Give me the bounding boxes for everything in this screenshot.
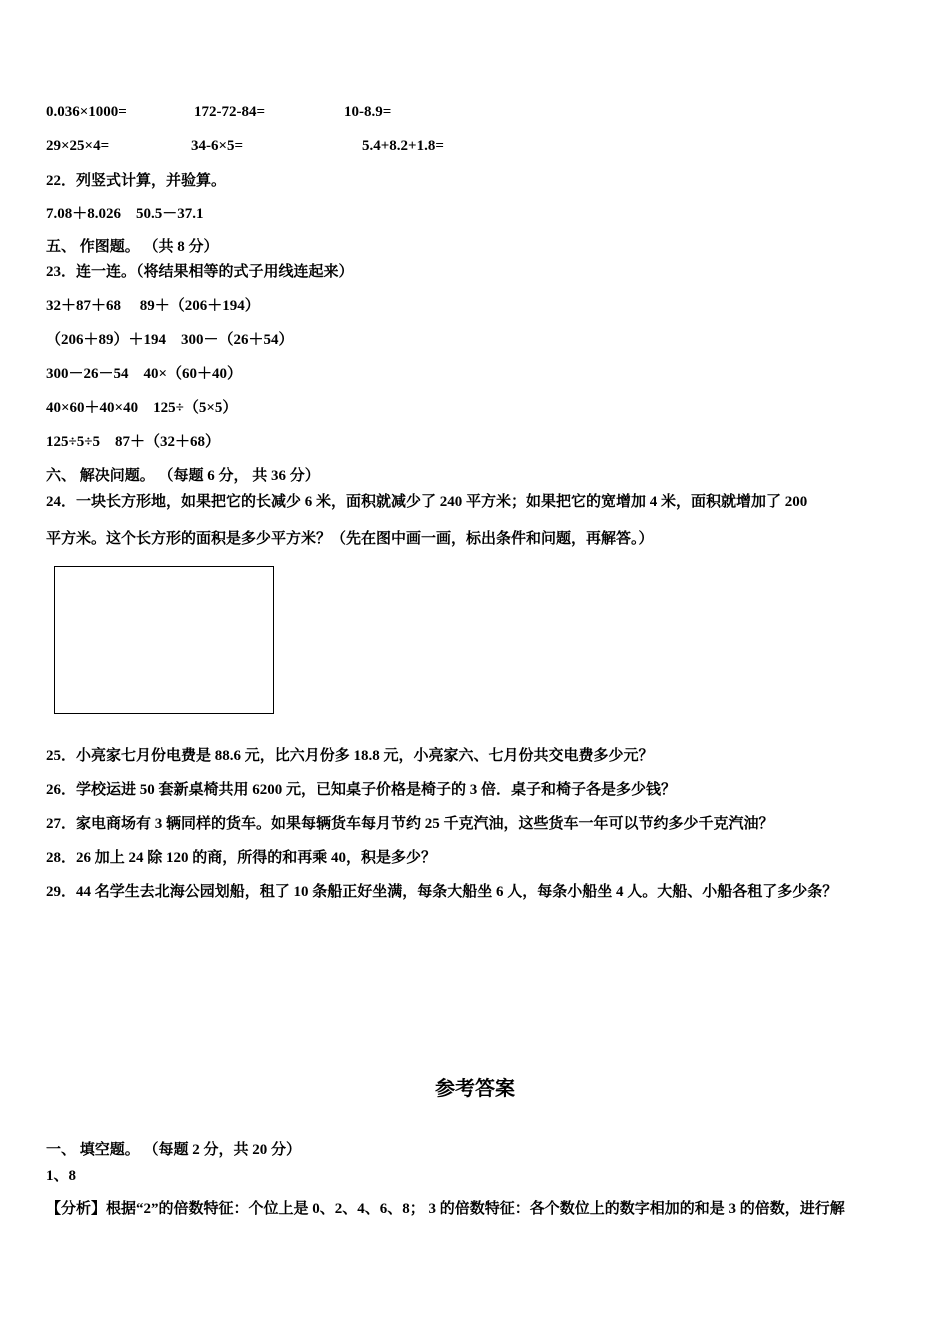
question-25: 25．小亮家七月份电费是 88.6 元，比六月份多 18.8 元，小亮家六、七月份共交电费多少元？ — [46, 748, 654, 764]
question-23-row: 125÷5÷5 87＋（32＋68） — [46, 434, 220, 450]
question-24-line-1: 24．一块长方形地，如果把它的长减少 6 米，面积就减少了 240 平方米；如果把它的宽增加 4 米，面积就增加了 200 — [46, 494, 808, 510]
calc-item: 29×25×4= — [46, 138, 110, 154]
calc-item: 0.036×1000= — [46, 104, 127, 120]
question-23-row: 32＋87＋68 89＋（206＋194） — [46, 298, 260, 314]
question-29: 29．44 名学生去北海公园划船，租了 10 条船正好坐满，每条大船坐 6 人，每条小船坐 4 人。大船、小船各租了多少条？ — [46, 884, 838, 900]
question-27: 27．家电商场有 3 辆同样的货车。如果每辆货车每月节约 25 千克汽油，这些货车一年可以节约多少千克汽油？ — [46, 816, 774, 832]
question-24-line-2: 平方米。这个长方形的面积是多少平方米？（先在图中画一画，标出条件和问题，再解答。） — [46, 531, 654, 547]
question-28: 28．26 加上 24 除 120 的商，所得的和再乘 40，积是多少？ — [46, 850, 437, 866]
calc-item: 10-8.9= — [344, 104, 392, 120]
answer-section-1-heading: 一、 填空题。 （每题 2 分，共 20 分） — [46, 1142, 302, 1158]
question-23-row: 300－26－54 40×（60＋40） — [46, 366, 243, 382]
question-23-title: 23．连一连。（将结果相等的式子用线连起来） — [46, 264, 354, 280]
question-23-row: 40×60＋40×40 125÷（5×5） — [46, 400, 238, 416]
question-22-title: 22．列竖式计算，并验算。 — [46, 173, 227, 189]
answer-1: 1、8 — [46, 1168, 77, 1184]
calc-item: 172-72-84= — [194, 104, 266, 120]
question-23-row: （206＋89）＋194 300－（26＋54） — [46, 332, 294, 348]
question-26: 26．学校运进 50 套新桌椅共用 6200 元，已知桌子价格是椅子的 3 倍．桌子和椅子各是多少钱？ — [46, 782, 677, 798]
section-6-heading: 六、 解决问题。 （每题 6 分， 共 36 分） — [46, 468, 320, 484]
question-22-expressions: 7.08＋8.026 50.5－37.1 — [46, 206, 204, 222]
calc-item: 5.4+8.2+1.8= — [362, 138, 444, 154]
answer-title: 参考答案 — [435, 1078, 515, 1100]
calc-item: 34-6×5= — [191, 138, 244, 154]
section-5-heading: 五、 作图题。 （共 8 分） — [46, 239, 219, 255]
analysis-text: 【分析】根据“2”的倍数特征：个位上是 0、2、4、6、8； 3 的倍数特征：各个数位上的数字相加的和是 3 的倍数，进行解 — [46, 1201, 845, 1217]
rectangle-drawing-area — [54, 566, 274, 714]
